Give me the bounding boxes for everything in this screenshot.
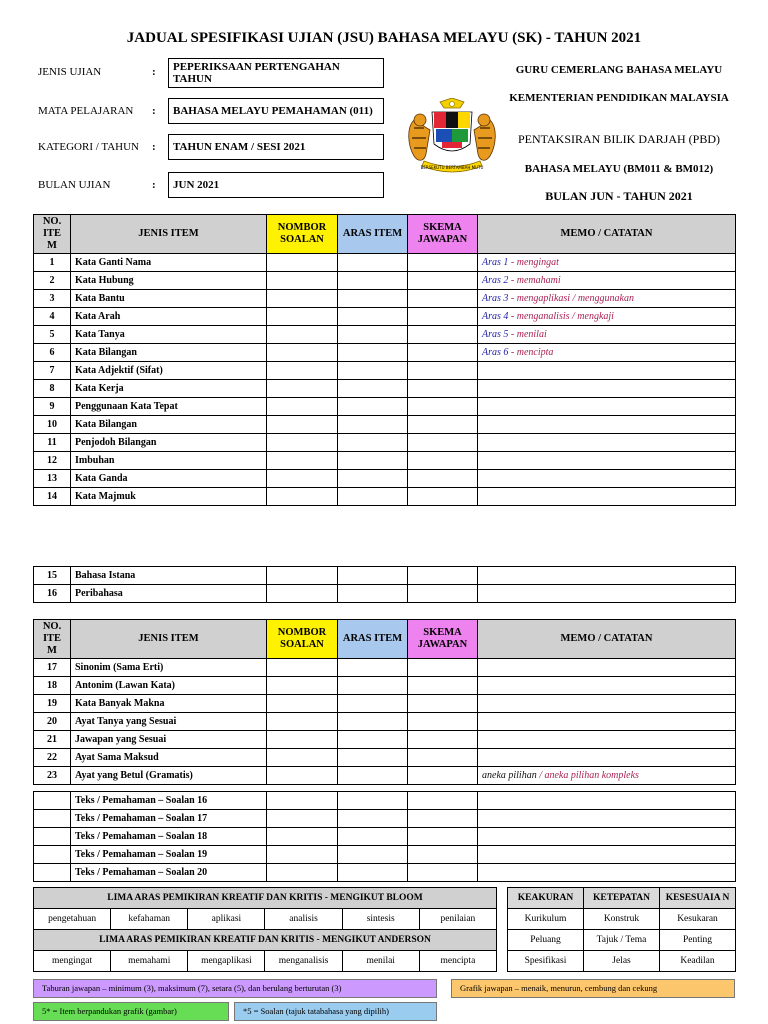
- thinking-level: menilai: [342, 951, 419, 972]
- criteria-header: KEAKURAN: [508, 888, 584, 909]
- memo-cell: [478, 767, 736, 785]
- memo-level: Aras 6: [482, 347, 509, 358]
- table-row: [34, 380, 736, 398]
- thinking-level: pengetahuan: [34, 909, 111, 930]
- thinking-level: aplikasi: [188, 909, 265, 930]
- table-row: [34, 567, 736, 585]
- header-memo-catatan: MEMO / CATATAN: [478, 620, 736, 659]
- item-name: Ayat yang Betul (Gramatis): [71, 767, 267, 785]
- nombor-soalan-cell: [267, 326, 338, 344]
- table-row: [34, 416, 736, 434]
- item-name: Kata Majmuk: [71, 488, 267, 506]
- table-row: [34, 677, 736, 695]
- note-answer-graph: Grafik jawapan – menaik, menurun, cembung dan cekung: [451, 979, 735, 998]
- thinking-level: memahami: [111, 951, 188, 972]
- table-row: [34, 767, 736, 785]
- item-name: Kata Bilangan: [71, 344, 267, 362]
- org-name: GURU CEMERLANG BAHASA MELAYU: [515, 64, 723, 76]
- memo-cell: [478, 792, 736, 810]
- item-number: 5: [34, 326, 71, 344]
- aras-item-cell: [338, 470, 408, 488]
- aras-item-cell: [338, 344, 408, 362]
- memo-level: aneka pilihan: [482, 770, 537, 781]
- memo-cell: [478, 272, 736, 290]
- nombor-soalan-cell: [267, 434, 338, 452]
- header-aras-item: ARAS ITEM: [338, 620, 408, 659]
- item-name: Sinonim (Sama Erti): [71, 659, 267, 677]
- table-row: [34, 828, 736, 846]
- item-number: 13: [34, 470, 71, 488]
- item-number: 8: [34, 380, 71, 398]
- aras-item-cell: [338, 290, 408, 308]
- nombor-soalan-cell: [267, 272, 338, 290]
- skema-jawapan-cell: [408, 749, 478, 767]
- skema-jawapan-cell: [408, 677, 478, 695]
- item-number: 6: [34, 344, 71, 362]
- skema-jawapan-cell: [408, 731, 478, 749]
- skema-jawapan-cell: [408, 767, 478, 785]
- nombor-soalan-cell: [267, 254, 338, 272]
- table-row: [34, 344, 736, 362]
- criteria-cell: Kesukaran: [660, 909, 736, 930]
- table-row: [34, 585, 736, 603]
- item-number: 1: [34, 254, 71, 272]
- field-value-bulan-ujian: JUN 2021: [168, 172, 384, 198]
- item-table-1: [33, 214, 736, 506]
- empty-cell: [267, 864, 338, 882]
- page-title: JADUAL SPESIFIKASI UJIAN (JSU) BAHASA MELAYU (SK) - TAHUN 2021: [126, 30, 642, 46]
- item-name: Kata Bilangan: [71, 416, 267, 434]
- item-name: Penggunaan Kata Tepat: [71, 398, 267, 416]
- nombor-soalan-cell: [267, 749, 338, 767]
- bloom-title: LIMA ARAS PEMIKIRAN KREATIF DAN KRITIS - MENGIKUT BLOOM: [34, 888, 497, 909]
- memo-cell: [478, 362, 736, 380]
- nombor-soalan-cell: [267, 470, 338, 488]
- aras-item-cell: [338, 585, 408, 603]
- item-number: 12: [34, 452, 71, 470]
- table-row: [508, 951, 736, 972]
- thinking-level: analisis: [265, 909, 342, 930]
- empty-cell: [408, 792, 478, 810]
- item-number: 17: [34, 659, 71, 677]
- item-number: 21: [34, 731, 71, 749]
- skema-jawapan-cell: [408, 254, 478, 272]
- criteria-cell: Jelas: [584, 951, 660, 972]
- item-number: [34, 828, 71, 846]
- aras-item-cell: [338, 380, 408, 398]
- item-name: Kata Ganti Nama: [71, 254, 267, 272]
- item-number: 19: [34, 695, 71, 713]
- table-row: [34, 488, 736, 506]
- item-number: 11: [34, 434, 71, 452]
- nombor-soalan-cell: [267, 344, 338, 362]
- item-number: [34, 846, 71, 864]
- skema-jawapan-cell: [408, 272, 478, 290]
- skema-jawapan-cell: [408, 362, 478, 380]
- table-row: [34, 659, 736, 677]
- comprehension-item: Teks / Pemahaman – Soalan 19: [71, 846, 267, 864]
- memo-cell: [478, 470, 736, 488]
- malaysia-coat-of-arms-icon: [400, 98, 504, 178]
- note-graphic-item: 5* = Item berpandukan grafik (gambar): [33, 1002, 229, 1021]
- thinking-level: mengaplikasi: [188, 951, 265, 972]
- field-label-jenis-ujian: JENIS UJIAN: [38, 66, 102, 78]
- memo-cell: [478, 434, 736, 452]
- memo-cell: [478, 677, 736, 695]
- item-number: 23: [34, 767, 71, 785]
- memo-cell: [478, 488, 736, 506]
- memo-level: Aras 2: [482, 275, 509, 286]
- memo-cell: [478, 695, 736, 713]
- memo-level: Aras 5: [482, 329, 509, 340]
- criteria-header: KESESUAIA N: [660, 888, 736, 909]
- item-number: [34, 810, 71, 828]
- skema-jawapan-cell: [408, 470, 478, 488]
- aras-item-cell: [338, 272, 408, 290]
- criteria-cell: Kurikulum: [508, 909, 584, 930]
- item-number: 16: [34, 585, 71, 603]
- item-name: Penjodoh Bilangan: [71, 434, 267, 452]
- table-row: [34, 846, 736, 864]
- memo-cell: [478, 713, 736, 731]
- item-name: Kata Ganda: [71, 470, 267, 488]
- field-value-kategori-tahun: TAHUN ENAM / SESI 2021: [168, 134, 384, 160]
- item-number: 10: [34, 416, 71, 434]
- item-table-3: [33, 619, 736, 785]
- memo-level: Aras 3: [482, 293, 509, 304]
- criteria-table: [507, 887, 736, 972]
- table-row: [34, 695, 736, 713]
- skema-jawapan-cell: [408, 380, 478, 398]
- aras-item-cell: [338, 677, 408, 695]
- table-row: [34, 792, 736, 810]
- item-number: 2: [34, 272, 71, 290]
- memo-cell: [478, 585, 736, 603]
- skema-jawapan-cell: [408, 452, 478, 470]
- memo-level: Aras 4: [482, 311, 509, 322]
- item-number: 18: [34, 677, 71, 695]
- skema-jawapan-cell: [408, 398, 478, 416]
- table-row: [34, 434, 736, 452]
- nombor-soalan-cell: [267, 567, 338, 585]
- skema-jawapan-cell: [408, 290, 478, 308]
- nombor-soalan-cell: [267, 398, 338, 416]
- nombor-soalan-cell: [267, 767, 338, 785]
- empty-cell: [408, 810, 478, 828]
- empty-cell: [408, 828, 478, 846]
- item-name: Ayat Tanya yang Sesuai: [71, 713, 267, 731]
- skema-jawapan-cell: [408, 488, 478, 506]
- skema-jawapan-cell: [408, 567, 478, 585]
- memo-cell: [478, 452, 736, 470]
- empty-cell: [267, 792, 338, 810]
- item-name: Jawapan yang Sesuai: [71, 731, 267, 749]
- item-name: Imbuhan: [71, 452, 267, 470]
- aras-item-cell: [338, 308, 408, 326]
- table-row: [34, 810, 736, 828]
- memo-description: - mencipta: [508, 347, 554, 358]
- anderson-title: LIMA ARAS PEMIKIRAN KREATIF DAN KRITIS - MENGIKUT ANDERSON: [34, 930, 497, 951]
- header-jenis-item: JENIS ITEM: [71, 620, 267, 659]
- nombor-soalan-cell: [267, 731, 338, 749]
- exam-period: BULAN JUN - TAHUN 2021: [545, 189, 693, 203]
- item-name: Kata Kerja: [71, 380, 267, 398]
- empty-cell: [338, 792, 408, 810]
- field-colon: :: [152, 66, 156, 78]
- memo-level: Aras 1: [482, 257, 509, 268]
- memo-cell: [478, 290, 736, 308]
- nombor-soalan-cell: [267, 695, 338, 713]
- empty-cell: [267, 828, 338, 846]
- memo-cell: [478, 308, 736, 326]
- assessment-title: PENTAKSIRAN BILIK DARJAH (PBD): [517, 132, 721, 146]
- skema-jawapan-cell: [408, 585, 478, 603]
- comprehension-item: Teks / Pemahaman – Soalan 17: [71, 810, 267, 828]
- criteria-cell: Penting: [660, 930, 736, 951]
- nombor-soalan-cell: [267, 677, 338, 695]
- memo-description: - menilai: [508, 329, 547, 340]
- empty-cell: [338, 810, 408, 828]
- empty-cell: [338, 846, 408, 864]
- memo-cell: [478, 344, 736, 362]
- skema-jawapan-cell: [408, 713, 478, 731]
- item-name: Kata Tanya: [71, 326, 267, 344]
- thinking-level: sintesis: [342, 909, 419, 930]
- criteria-cell: Peluang: [508, 930, 584, 951]
- item-name: Kata Banyak Makna: [71, 695, 267, 713]
- criteria-header: KETEPATAN: [584, 888, 660, 909]
- memo-description: - memahami: [508, 275, 561, 286]
- table-row: [34, 749, 736, 767]
- item-table-4: [33, 791, 736, 882]
- nombor-soalan-cell: [267, 290, 338, 308]
- field-value-jenis-ujian: PEPERIKSAAN PERTENGAHAN TAHUN: [168, 58, 384, 88]
- aras-item-cell: [338, 452, 408, 470]
- table-row: [34, 308, 736, 326]
- memo-description: - mengingat: [508, 257, 559, 268]
- empty-cell: [267, 846, 338, 864]
- item-name: Bahasa Istana: [71, 567, 267, 585]
- table-row: [34, 362, 736, 380]
- item-number: 20: [34, 713, 71, 731]
- subject-codes: BAHASA MELAYU (BM011 & BM012): [524, 163, 714, 175]
- memo-cell: [478, 659, 736, 677]
- memo-cell: [478, 398, 736, 416]
- item-name: Kata Arah: [71, 308, 267, 326]
- field-label-kategori-tahun: KATEGORI / TAHUN: [38, 141, 139, 153]
- nombor-soalan-cell: [267, 380, 338, 398]
- nombor-soalan-cell: [267, 416, 338, 434]
- header-memo-catatan: MEMO / CATATAN: [478, 215, 736, 254]
- item-name: Peribahasa: [71, 585, 267, 603]
- table-row: [34, 713, 736, 731]
- item-number: 4: [34, 308, 71, 326]
- criteria-cell: Tajuk / Tema: [584, 930, 660, 951]
- criteria-cell: Keadilan: [660, 951, 736, 972]
- aras-item-cell: [338, 362, 408, 380]
- item-number: 3: [34, 290, 71, 308]
- skema-jawapan-cell: [408, 659, 478, 677]
- empty-cell: [408, 864, 478, 882]
- memo-cell: [478, 416, 736, 434]
- thinking-level: mengingat: [34, 951, 111, 972]
- memo-cell: [478, 846, 736, 864]
- memo-cell: [478, 864, 736, 882]
- thinking-level: kefahaman: [111, 909, 188, 930]
- field-label-bulan-ujian: BULAN UJIAN: [38, 179, 111, 191]
- nombor-soalan-cell: [267, 452, 338, 470]
- item-number: 9: [34, 398, 71, 416]
- nombor-soalan-cell: [267, 488, 338, 506]
- skema-jawapan-cell: [408, 308, 478, 326]
- thinking-level: menganalisis: [265, 951, 342, 972]
- table-row: [508, 930, 736, 951]
- empty-cell: [267, 810, 338, 828]
- note-grammar-topic: *5 = Soalan (tajuk tatabahasa yang dipilih): [234, 1002, 437, 1021]
- skema-jawapan-cell: [408, 416, 478, 434]
- header-aras-item: ARAS ITEM: [338, 215, 408, 254]
- item-name: Kata Bantu: [71, 290, 267, 308]
- aras-item-cell: [338, 434, 408, 452]
- comprehension-item: Teks / Pemahaman – Soalan 18: [71, 828, 267, 846]
- item-number: 7: [34, 362, 71, 380]
- memo-cell: [478, 380, 736, 398]
- item-number: [34, 864, 71, 882]
- header-nombor-soalan: NOMBOR SOALAN: [267, 620, 338, 659]
- table-row: [34, 272, 736, 290]
- note-answer-distribution: Taburan jawapan – minimum (3), maksimum (7), setara (5), dan berulang berturutan (3): [33, 979, 437, 998]
- aras-item-cell: [338, 659, 408, 677]
- empty-cell: [338, 828, 408, 846]
- aras-item-cell: [338, 488, 408, 506]
- memo-cell: [478, 828, 736, 846]
- header-skema-jawapan: SKEMA JAWAPAN: [408, 620, 478, 659]
- table-row: [34, 290, 736, 308]
- table-row: [34, 470, 736, 488]
- thinking-level: mencipta: [419, 951, 496, 972]
- memo-description: / aneka pilihan kompleks: [536, 770, 639, 781]
- empty-cell: [338, 864, 408, 882]
- nombor-soalan-cell: [267, 659, 338, 677]
- thinking-level: penilaian: [419, 909, 496, 930]
- comprehension-item: Teks / Pemahaman – Soalan 16: [71, 792, 267, 810]
- memo-cell: [478, 749, 736, 767]
- skema-jawapan-cell: [408, 326, 478, 344]
- table-row: [34, 452, 736, 470]
- item-name: Kata Adjektif (Sifat): [71, 362, 267, 380]
- aras-item-cell: [338, 326, 408, 344]
- nombor-soalan-cell: [267, 713, 338, 731]
- item-name: Ayat Sama Maksud: [71, 749, 267, 767]
- aras-item-cell: [338, 398, 408, 416]
- svg-text:BERSEKUTU BERTAMBAH MUTU: BERSEKUTU BERTAMBAH MUTU: [420, 165, 484, 170]
- item-number: [34, 792, 71, 810]
- memo-cell: [478, 254, 736, 272]
- header-skema-jawapan: SKEMA JAWAPAN: [408, 215, 478, 254]
- skema-jawapan-cell: [408, 695, 478, 713]
- empty-cell: [408, 846, 478, 864]
- field-colon: :: [152, 179, 156, 191]
- nombor-soalan-cell: [267, 585, 338, 603]
- item-number: 15: [34, 567, 71, 585]
- aras-item-cell: [338, 416, 408, 434]
- item-number: 22: [34, 749, 71, 767]
- item-name: Kata Hubung: [71, 272, 267, 290]
- memo-cell: [478, 567, 736, 585]
- memo-cell: [478, 326, 736, 344]
- memo-description: - mengaplikasi / menggunakan: [508, 293, 634, 304]
- ministry-name: KEMENTERIAN PENDIDIKAN MALAYSIA: [509, 92, 729, 104]
- aras-item-cell: [338, 567, 408, 585]
- table-row: [508, 909, 736, 930]
- memo-cell: [478, 731, 736, 749]
- aras-item-cell: [338, 731, 408, 749]
- table-row: [34, 731, 736, 749]
- criteria-cell: Spesifikasi: [508, 951, 584, 972]
- comprehension-item: Teks / Pemahaman – Soalan 20: [71, 864, 267, 882]
- item-number: 14: [34, 488, 71, 506]
- aras-item-cell: [338, 749, 408, 767]
- skema-jawapan-cell: [408, 434, 478, 452]
- item-table-2: [33, 566, 736, 603]
- field-colon: :: [152, 141, 156, 153]
- field-value-mata-pelajaran: BAHASA MELAYU PEMAHAMAN (011): [168, 98, 384, 124]
- thinking-levels-table: [33, 887, 497, 972]
- criteria-cell: Konstruk: [584, 909, 660, 930]
- header-nombor-soalan: NOMBOR SOALAN: [267, 215, 338, 254]
- table-row: [34, 326, 736, 344]
- table-row: [34, 398, 736, 416]
- nombor-soalan-cell: [267, 308, 338, 326]
- aras-item-cell: [338, 767, 408, 785]
- field-colon: :: [152, 105, 156, 117]
- table-row: [34, 254, 736, 272]
- header-jenis-item: JENIS ITEM: [71, 215, 267, 254]
- aras-item-cell: [338, 254, 408, 272]
- nombor-soalan-cell: [267, 362, 338, 380]
- header-no-item: NO. ITE M: [34, 215, 71, 254]
- header-no-item: NO. ITE M: [34, 620, 71, 659]
- table-row: [34, 864, 736, 882]
- aras-item-cell: [338, 695, 408, 713]
- field-label-mata-pelajaran: MATA PELAJARAN: [38, 105, 134, 117]
- memo-description: - menganalisis / mengkaji: [508, 311, 614, 322]
- memo-cell: [478, 810, 736, 828]
- aras-item-cell: [338, 713, 408, 731]
- item-name: Antonim (Lawan Kata): [71, 677, 267, 695]
- skema-jawapan-cell: [408, 344, 478, 362]
